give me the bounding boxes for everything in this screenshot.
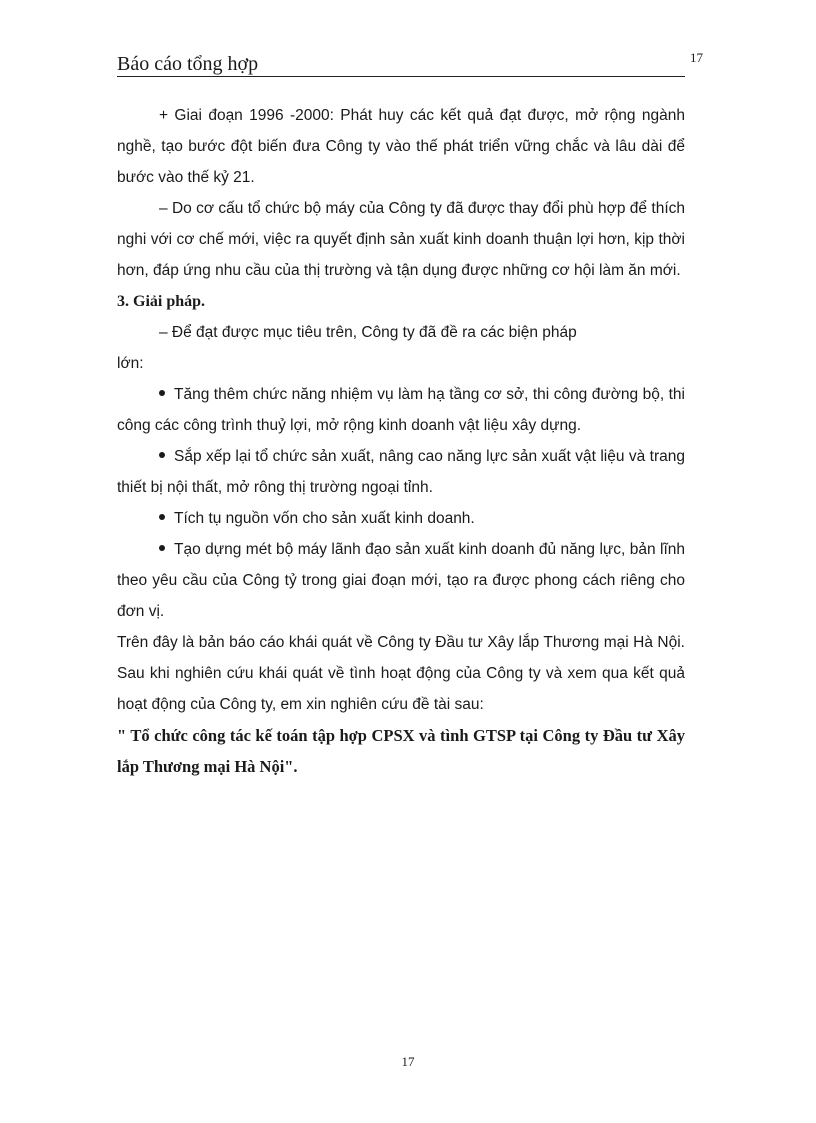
bullet-icon [159,452,165,458]
bullet-item [117,441,685,503]
paragraph-structure: – Do cơ cấu tổ chức bộ máy của Công ty đã được thay đổi phù hợp để thích nghi với cơ chế mới, việc ra quyết định sản xuất kinh doanh thuận lợi hơn, kịp thời hơn, đáp ứng nhu cầu của thị trường và tận dụng được những cơ hội làm ăn mới. [117,200,685,279]
bullet-text: Sắp xếp lại tổ chức sản xuất, nâng cao năng lực sản xuất vật liệu và trang thiết bị nội thất, mở rông thị trường ngoại tỉnh. [117,448,685,496]
section-heading: 3. Giải pháp. [117,293,206,310]
bullet-icon [159,545,165,551]
paragraph-measures-intro: – Để đạt được mục tiêu trên, Công ty đã đề ra các biện pháp [159,324,577,341]
bullet-item [117,379,685,441]
header-page-number: 17 [690,50,703,65]
bullet-item [117,534,685,627]
bullet-icon [159,390,165,396]
page-header [117,52,685,77]
bullet-item [117,503,685,534]
footer-page-number: 17 [401,1054,415,1069]
paragraph-measures-intro-cont: lớn: [117,355,144,372]
paragraph-summary: Trên đây là bản báo cáo khái quát về Công ty Đầu tư Xây lắp Thương mại Hà Nội. Sau khi nghiên cứu khái quát về tình hoạt động của Công ty và xem qua kết quả hoạt động của Công ty, em xin nghiên cứu đề tài sau: [117,634,685,713]
paragraph-phase: + Giai đoạn 1996 -2000: Phát huy các kết quả đạt được, mở rộng ngành nghề, tạo bước đột biến đưa Công ty vào thế phát triển vững chắc và lâu dài để bước vào thế kỷ 21. [117,107,685,186]
thesis-title: " Tổ chức công tác kế toán tập hợp CPSX và tình GTSP tại Công ty Đầu tư Xây lắp Thương mại Hà Nội". [117,726,685,776]
header-title: Báo cáo tổng hợp [117,53,259,75]
bullet-text: Tăng thêm chức năng nhiệm vụ làm hạ tầng cơ sở, thi công đường bộ, thi công các công trình thuỷ lợi, mở rộng kinh doanh vật liệu xây dựng. [117,386,685,434]
bullet-icon [159,514,165,520]
document-body [117,100,685,782]
bullet-text: Tạo dựng mét bộ máy lãnh đạo sản xuất kinh doanh đủ năng lực, bản lĩnh theo yêu cầu của Công tỷ trong giai đoạn mới, tạo ra được phong cách riêng cho đơn vị. [117,541,685,620]
bullet-text: Tích tụ nguồn vốn cho sản xuất kinh doanh. [174,510,475,527]
